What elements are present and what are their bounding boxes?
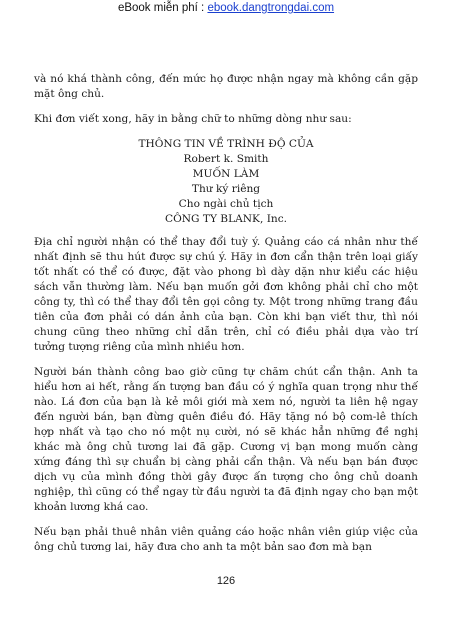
paragraph-5: Người bán thành công bao giờ cũng tự chăm chút cẩn thận. Anh ta hiểu hơn ai hết, rằng ấn tượng ban đầu có ý nghĩa quan trọng như thế nào. Lá đơn của bạn là kẻ môi giới mà xem nó, người ta liên hệ ngay đến người bán, bạn đừng quên điều đó. Hãy tặng nó bộ com-lê thích hợp nhất và tạo cho nó một nụ cười, nó sẽ khác hẳn những đề nghị khác mà ông chủ tương lai đã gặp. Cương vị bạn mong muốn càng xứng đáng thì sự chuẩn bị càng phải cẩn thận. Và nếu bạn bán được dịch vụ của mình đồng thời gây được ấn tượng cho ông chủ doanh nghiệp, thì cũng có thể ngay từ đầu người ta đã định ngay cho bạn một khoản lương khá cao. [34, 366, 418, 513]
page-number: 126 [216, 575, 236, 587]
cover-line: Thư ký riêng [191, 183, 261, 195]
cover-line: MUỐN LÀM [192, 168, 260, 180]
cover-line: Cho ngài chủ tịch [178, 198, 274, 210]
cover-line: Robert k. Smith [183, 153, 269, 165]
source-link[interactable]: ebook.dangtrongdai.com [207, 2, 335, 14]
page-body [34, 72, 418, 555]
page-header [0, 2, 452, 14]
paragraph-1: và nó khá thành công, đến mức họ được nhận ngay mà không cần gặp mặt ông chủ. [34, 73, 418, 100]
paragraph-6: Nếu bạn phải thuê nhân viên quảng cáo hoặc nhân viên giúp việc của ông chủ tương lai, hãy đưa cho anh ta một bản sao đơn mà bạn [34, 526, 418, 553]
header-prefix: eBook miễn phí : [117, 2, 208, 14]
paragraph-4: Địa chỉ người nhận có thể thay đổi tuỳ ý. Quảng cáo cá nhân như thế nhất định sẽ thu hút được sự chú ý. Hãy in đơn cẩn thận trên loại giấy tốt nhất có thể có được, đặt vào phong bì dày dặn như kiểu các hiệu sách vẫn thường làm. Nếu bạn muốn gởi đơn không phải chỉ cho một công ty, thì có thể thay đổi tên gọi công ty. Một trong những trang đầu tiên của đơn phải có dán ảnh của bạn. Còn khi bạn viết thư, thì nói chung cũng theo những chỉ dẫn trên, chỉ có điều phải dựa vào trí tưởng tượng riêng của mình nhiều hơn. [34, 236, 418, 353]
paragraph-2: Khi đơn viết xong, hãy in bằng chữ to những dòng như sau: [34, 113, 352, 125]
cover-line: CÔNG TY BLANK, Inc. [164, 213, 287, 225]
cover-line: THÔNG TIN VỀ TRÌNH ĐỘ CỦA [138, 138, 314, 150]
cover-text-block [34, 137, 418, 227]
